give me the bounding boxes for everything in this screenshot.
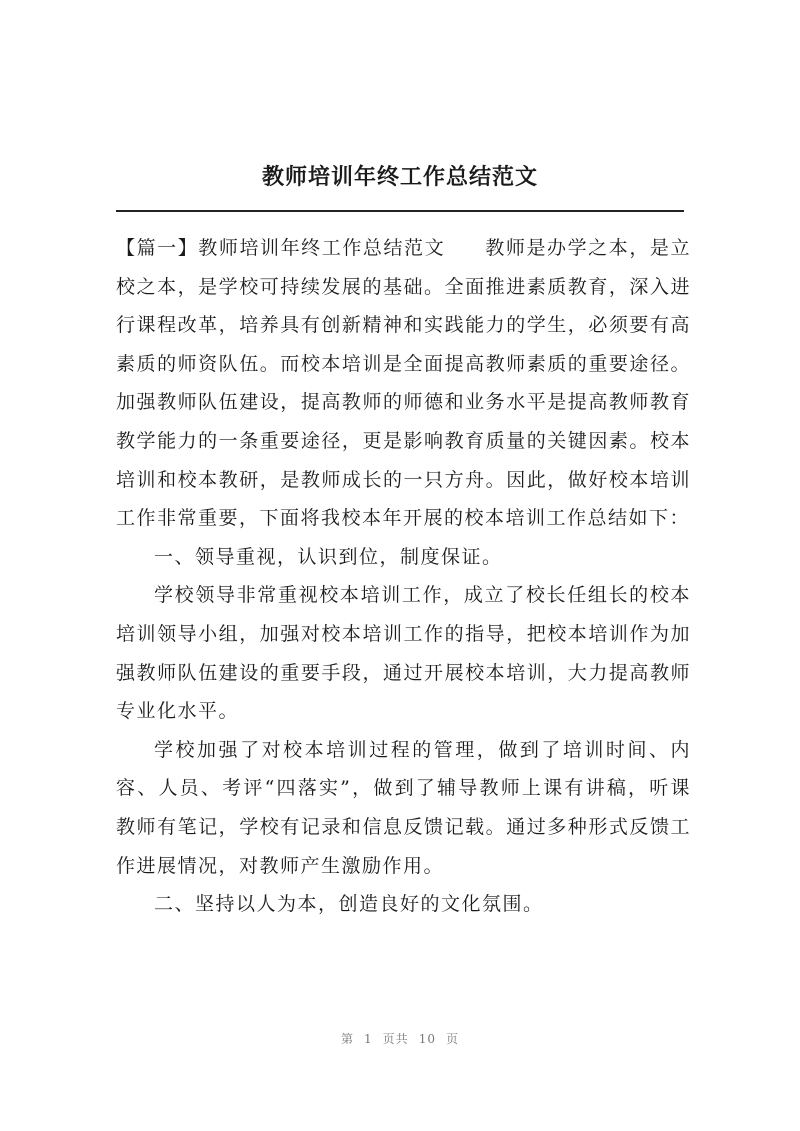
body-paragraph-2: 学校加强了对校本培训过程的管理，做到了培训时间、内容、人员、考评“四落实”，做到了辅导教师上课有讲稿，听课教师有笔记，学校有记录和信息反馈记载。通过多种形式反馈工作进展情况，对教师产生激励作用。 — [116, 738, 691, 877]
footer-middle: 页共 — [382, 1032, 409, 1046]
intro-paragraph — [116, 229, 691, 538]
document-title: 教师培训年终工作总结范文 — [261, 165, 538, 190]
page-footer — [0, 1030, 800, 1047]
footer-page-number: 1 — [364, 1032, 373, 1046]
footer-total-pages: 10 — [418, 1032, 436, 1046]
body-paragraph-1: 学校领导非常重视校本培训工作，成立了校长任组长的校本培训领导小组，加强对校本培训工作的指导，把校本培训作为加强教师队伍建设的重要手段，通过开展校本培训，大力提高教师专业化水平。 — [116, 584, 691, 723]
document-body — [116, 229, 691, 924]
section-heading-1: 一、领导重视，认识到位，制度保证。 — [154, 545, 503, 568]
footer-prefix: 第 — [341, 1032, 355, 1046]
intro-text: 教师是办学之本，是立校之本，是学校可持续发展的基础。全面推进素质教育，深入进行课程改革，培养具有创新精神和实践能力的学生，必须要有高素质的师资队伍。而校本培训是全面提高教师素质的重要途径。加强教师队伍建设，提高教师的师德和业务水平是提高教师教育教学能力的一条重要途径，更是影响教育质量的关键因素。校本培训和校本教研，是教师成长的一只方舟。因此，做好校本培训工作非常重要，下面将我校本年开展的校本培训工作总结如下： — [116, 237, 691, 530]
section-heading-2: 二、坚持以人为本，创造良好的文化氛围。 — [154, 893, 544, 916]
title-divider — [116, 210, 684, 212]
footer-suffix: 页 — [445, 1032, 459, 1046]
intro-label: 【篇一】教师培训年终工作总结范文 — [116, 237, 446, 259]
